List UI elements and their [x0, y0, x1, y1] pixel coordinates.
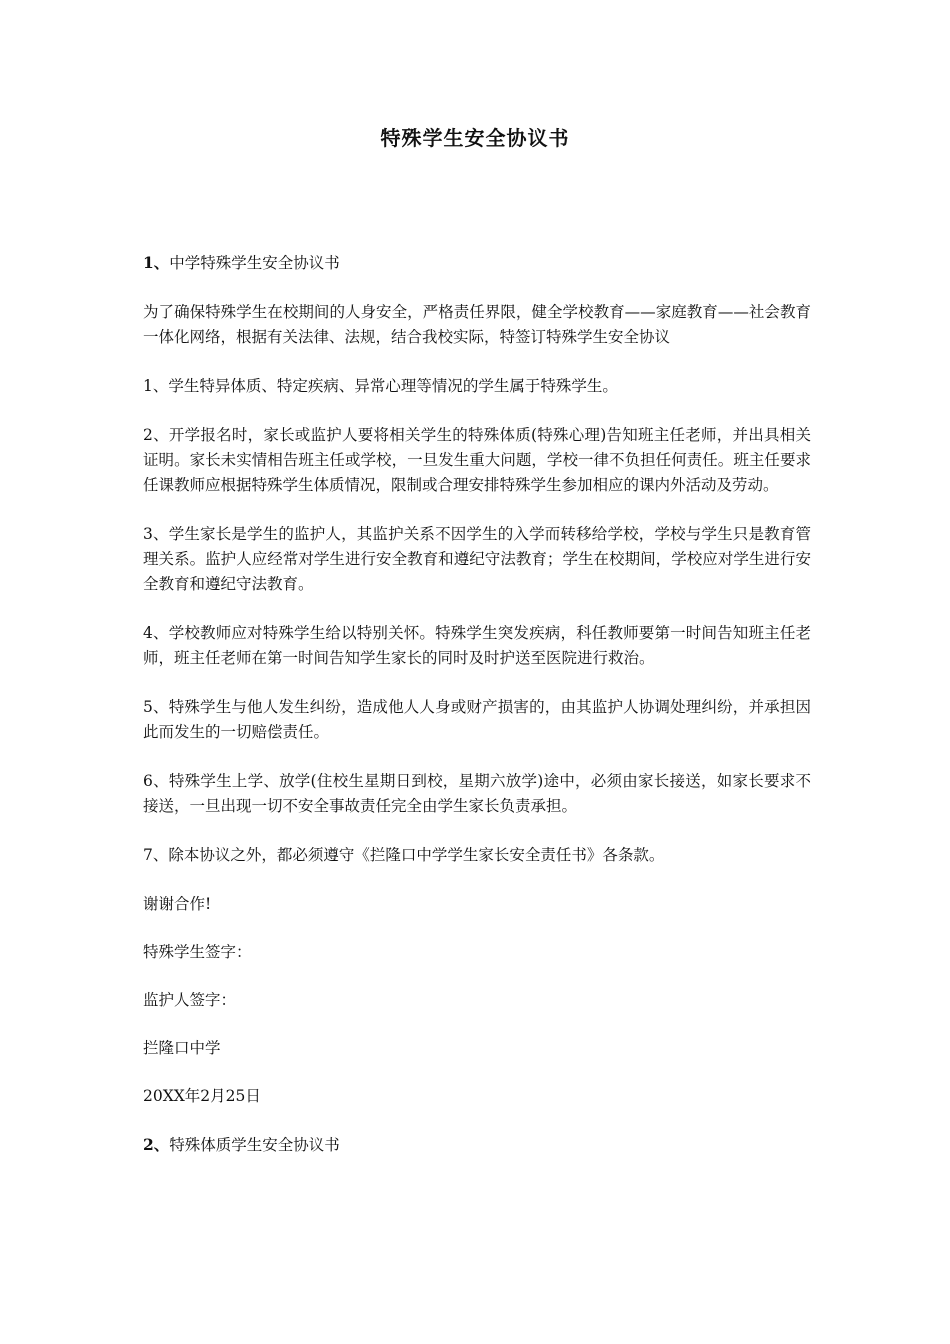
section-1-heading: [143, 250, 811, 276]
section-2-number: 2、: [143, 1135, 170, 1154]
section-1-title: 中学特殊学生安全协议书: [169, 254, 340, 272]
clause-3: 3、学生家长是学生的监护人，其监护关系不因学生的入学而转移给学校，学校与学生只是教育管理关系。监护人应经常对学生进行安全教育和遵纪守法教育；学生在校期间，学校应对学生进行安全教育和遵纪守法教育。: [143, 525, 811, 593]
clause-7: 7、除本协议之外，都必须遵守《拦隆口中学学生家长安全责任书》各条款。: [143, 846, 665, 864]
intro-paragraph: 为了确保特殊学生在校期间的人身安全，严格责任界限，健全学校教育——家庭教育——社会教育一体化网络，根据有关法律、法规，结合我校实际，特签订特殊学生安全协议: [143, 303, 811, 346]
school-name: 拦隆口中学: [143, 1039, 221, 1057]
guardian-signature-label: 监护人签字：: [143, 991, 237, 1009]
thanks-text: 谢谢合作!: [143, 895, 212, 913]
clause-6: 6、特殊学生上学、放学(住校生星期日到校，星期六放学)途中，必须由家长接送，如家长要求不接送，一旦出现一切不安全事故责任完全由学生家长负责承担。: [143, 772, 811, 815]
clause-4: 4、学校教师应对特殊学生给以特别关怀。特殊学生突发疾病，科任教师要第一时间告知班主任老师，班主任老师在第一时间告知学生家长的同时及时护送至医院进行救治。: [143, 624, 811, 667]
clause-5: 5、特殊学生与他人发生纠纷，造成他人人身或财产损害的，由其监护人协调处理纠纷，并承担因此而发生的一切赔偿责任。: [143, 698, 811, 741]
section-2-title: 特殊体质学生安全协议书: [169, 1136, 340, 1154]
clause-1: 1、学生特异体质、特定疾病、异常心理等情况的学生属于特殊学生。: [143, 377, 618, 395]
document-body: [143, 250, 811, 1182]
document-title: 特殊学生安全协议书: [380, 126, 570, 150]
section-1-number: 1、: [143, 253, 170, 272]
section-2-heading: [143, 1132, 811, 1158]
student-signature-label: 特殊学生签字：: [143, 943, 252, 961]
document-date: 20XX年2月25日: [143, 1087, 261, 1105]
clause-2: 2、开学报名时，家长或监护人要将相关学生的特殊体质(特殊心理)告知班主任老师，并出具相关证明。家长未实情相告班主任或学校，一旦发生重大问题，学校一律不负担任何责任。班主任要求任课教师应根据特殊学生体质情况，限制或合理安排特殊学生参加相应的课内外活动及劳动。: [143, 426, 811, 494]
